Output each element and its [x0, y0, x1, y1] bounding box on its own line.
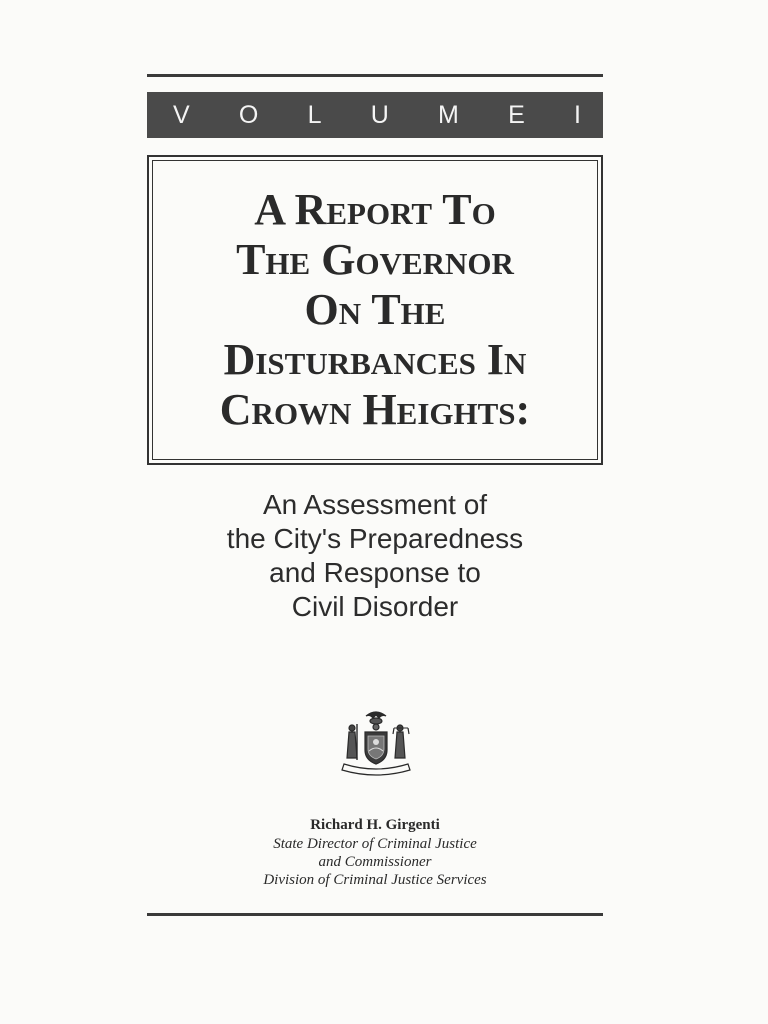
- volume-number: I: [574, 100, 581, 129]
- report-title-line: On The: [304, 285, 446, 334]
- title-frame-inner: [152, 160, 598, 460]
- report-title-line: Crown Heights:: [219, 385, 531, 434]
- new-york-state-seal-icon: [338, 706, 414, 780]
- volume-letter: O: [238, 100, 259, 129]
- subtitle-line: the City's Preparedness: [226, 523, 524, 554]
- subtitle-line: and Response to: [269, 557, 481, 588]
- author-title-line: and Commissioner: [318, 854, 432, 870]
- report-title-line: Disturbances In: [223, 335, 527, 384]
- author-name: Richard H. Girgenti: [310, 817, 440, 833]
- author-title-line: State Director of Criminal Justice: [273, 836, 477, 852]
- report-title-line: The Governor: [236, 235, 514, 284]
- volume-banner: [147, 92, 603, 138]
- top-rule: [147, 74, 603, 77]
- volume-letter: E: [508, 100, 525, 129]
- title-frame: [147, 155, 603, 465]
- volume-letter: U: [370, 100, 389, 129]
- subtitle-line: Civil Disorder: [291, 591, 459, 622]
- author-block: [147, 815, 603, 889]
- subtitle-line: An Assessment of: [262, 489, 488, 520]
- volume-letter: M: [438, 100, 459, 129]
- bottom-rule: [147, 913, 603, 916]
- volume-letter: V: [173, 100, 190, 129]
- volume-letter: L: [307, 100, 322, 129]
- author-title-line: Division of Criminal Justice Services: [263, 872, 487, 888]
- report-subtitle: [147, 488, 603, 624]
- report-title-line: A Report To: [254, 185, 496, 234]
